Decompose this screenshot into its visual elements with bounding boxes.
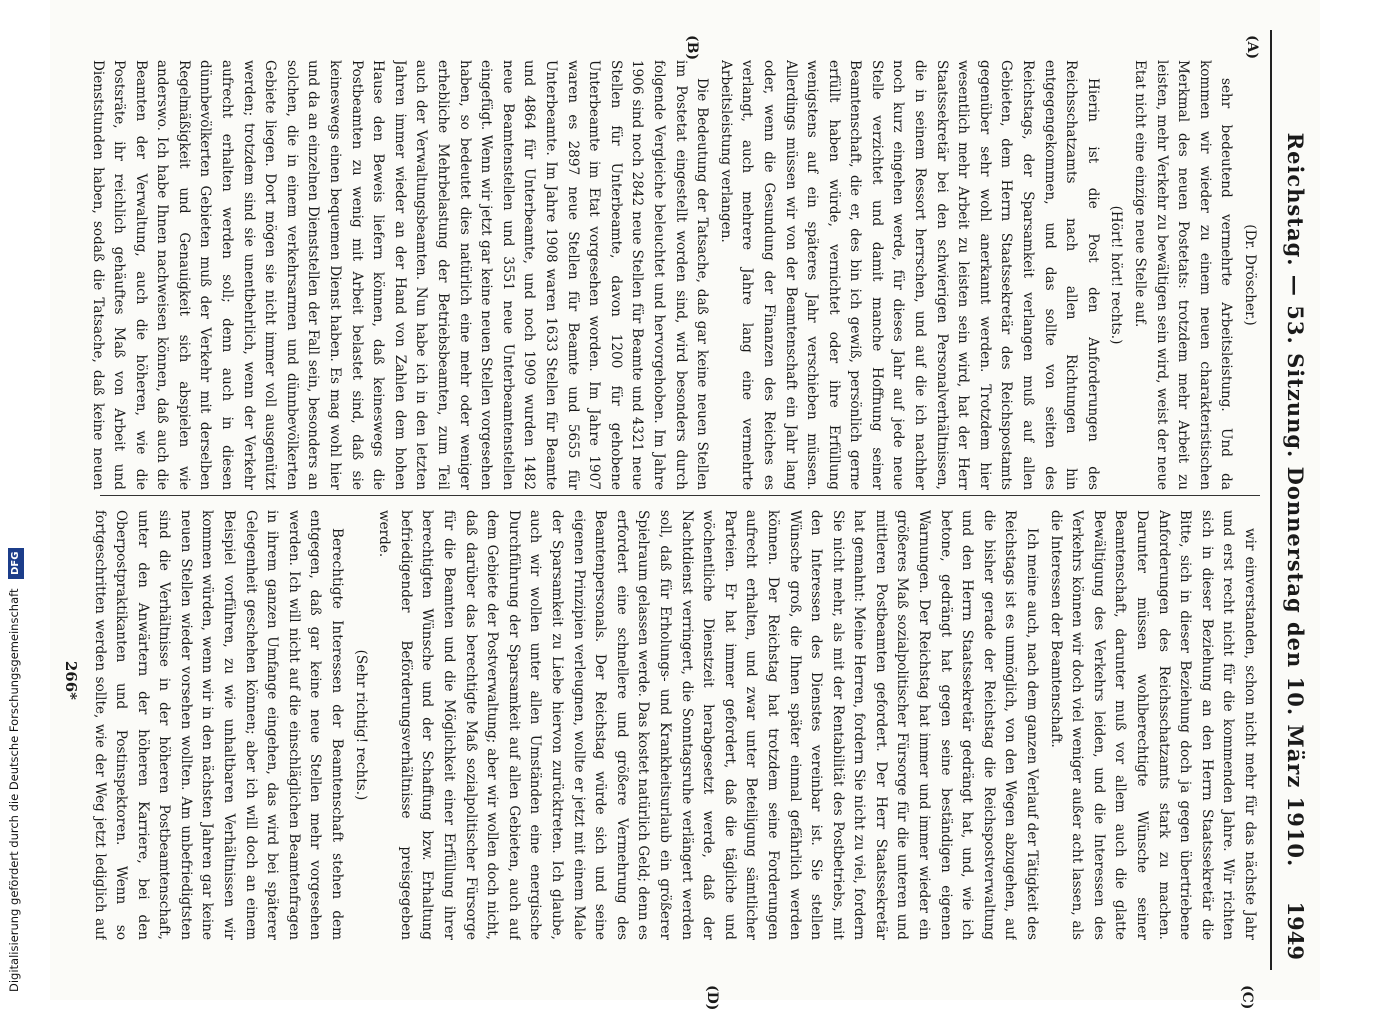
margin-marker-b: (B)	[684, 35, 700, 61]
column-divider	[100, 495, 1260, 496]
paragraph: Ich meine auch, nach dem ganzen Verlauf der Tätigkeit des Reichstags ist es unmöglich, von den Wegen abzugehen, auf die bisher gerade der Reichstag die Reichspostverwaltung und den Herrn Staatssekretär gedrängt hat, und, wie ich betone, gedrängt hat gegen seine beständigen eigenen Warnungen. Der Reichstag hat immer und immer wieder ein größeres Maß sozialpolitischer Fürsorge für die unteren und mittleren Postbeamten gefordert. Der Herr Staatssekretär hat gemahnt: Meine Herren, fordern Sie nicht zu viel, fordern Sie nicht mehr, als mit der Rentabilität des Postbetriebs, mit den Interessen des Dienstes vereinbar ist. Sie stellen Wünsche groß, die Ihnen später einmal gefährlich werden können. Der Reichstag hat trotzdem seine Forderungen aufrecht erhalten, und zwar unter Beteiligung sämtlicher Parteien. Er hat immer gefordert, daß die tägliche und wöchentliche Dienstzeit herabgesetzt werde, daß der Nachtdienst verringert, die Sonntagsruhe verlängert werden soll, daß für Erholungs- und Krankheitsurlaub ein größerer Spielraum gelassen werde. Das kostet natürlich Geld; denn es erfordert eine schnellere und größere Vermehrung des Beamtenpersonals. Der Reichstag würde sich und seine eigenen Prinzipien verleugnen, wollte er jetzt mit einem Male der Sparsamkeit zu Liebe hiervon zurücktreten. Ich glaube, auch wir wollen unter allen Umständen eine energische Durchführung der Sparsamkeit auf allen Gebieten, auch auf dem Gebiete der Postverwaltung; aber wir wollen doch nicht, daß darüber das berechtigte Maß sozialpolitischer Fürsorge für die Beamten und die Möglichkeit einer Erfüllung ihrer berechtigten Wünsche und der Schaffung bzw. Erhaltung befriedigender Beförderungsverhältnisse preisgegeben werde.	[376, 510, 1041, 940]
margin-marker-a: (A)	[1244, 35, 1260, 60]
speaker-note: (Dr. Dröscher.)	[1242, 224, 1258, 326]
left-text-column	[90, 60, 1260, 490]
page-title: Reichstag. — 53. Sitzung. Donnerstag den 10. März 1910.	[1283, 132, 1308, 868]
dfg-credit-text: Digitalisierung gefördert durch die Deutsche Forschungsgemeinschaft	[7, 588, 21, 992]
header-divider	[1270, 30, 1272, 970]
newspaper-page	[50, 0, 1320, 1010]
interjection: (Sehr richtig! rechts.)	[352, 649, 369, 801]
digitization-credit-sidebar	[4, 0, 44, 1000]
page-number: 1949	[1283, 901, 1308, 960]
page-stamp: 266*	[62, 660, 80, 700]
right-text-column	[90, 510, 1260, 940]
margin-marker-d: (D)	[704, 985, 720, 1010]
dfg-logo: DFG	[8, 548, 24, 579]
paragraph: Die Bedeutung der Tatsache, daß gar keine neuen Stellen im Postetat eingestellt worden sind, wird besonders durch folgende Vergleiche beleuchtet und hervorgehoben. Im Jahre 1906 sind noch 2842 neue Stellen für Beamte und 4321 neue Stellen für Unterbeamte, davon 1200 für gehobene Unterbeamte im Etat vorgesehen worden. Im Jahre 1907 waren es 2897 neue Stellen für Beamte und 5655 für Unterbeamte. Im Jahre 1908 waren 1633 Stellen für Beamte und 4864 für Unterbeamte, und noch 1909 wurden 1482 neue Beamtenstellen und 3551 neue Unterbeamtenstellen eingefügt. Wenn wir jetzt gar keine neuen Stellen vorgesehen haben, so bedeutet dies natürlich eine mehr oder weniger erhebliche Mehrbelastung der Betriebsbeamten, zum Teil auch der Verwaltungsbeamten. Nun habe ich in den letzten Jahren immer wieder an der Hand von Zahlen dem hohen Hause den Beweis liefern können, daß keineswegs die Postbeamten zu wenig mit Arbeit belastet sind, daß sie keineswegs einen bequemen Dienst haben. Es mag wohl hier und da an einzelnen Dienststellen der Fall sein, besonders an solchen, die in einem verkehrsarmen und dünnbevölkerten Gebiete liegen. Dort mögen sie nicht immer voll ausgenützt werden; trotzdem sind sie unentbehrlich, wenn der Verkehr aufrecht erhalten werden soll; denn auch in diesen dünnbevölkerten Gebieten muß der Verkehr mit derselben Regelmäßigkeit und Genauigkeit sich abspielen wie anderswo. Ich habe Ihnen nachweisen können, daß auch die Beamten der Verwaltung, auch die höheren, wie die Postsräte, ihr reichlich gehäuftes Maß von Arbeit und Dienststunden haben, sodaß die Tatsache, daß keine neuen	[90, 60, 711, 490]
interjection: (Hört! hört! rechts.)	[1108, 205, 1125, 345]
page-header	[1274, 40, 1314, 960]
paragraph: sehr bedeutend vermehrte Arbeitsleistung. Und da kommen wir wieder zu einem neuen charakteristischen Merkmal des neuen Postetats: trotzdem mehr Arbeit zu leisten, mehr Verkehr zu bewältigen sein wird, weist der neue Etat nicht eine einzige neue Stelle auf.	[1132, 60, 1235, 490]
paragraph: Berechtigte Interessen der Beamtenschaft stehen dem entgegen, daß gar keine neue Stellen mehr vorgesehen werden. Ich will nicht auf die einschläglichen Beamtenfragen in ihrem ganzen Umfange eingehen, das wird bei späterer Gelegenheit geschehen können; aber ich will doch an einem Beispiel vorführen, zu wie unhaltbaren Verhältnissen wir kommen würden, wenn wir in den nächsten Jahren gar keine neuen Stellen wieder vorsehen wollten. Am unbefriedigtsten sind die Verhältnisse in der höheren Postbeamtenschaft, unter den Anwärtern der höheren Karriere, bei den Oberpostpraktikanten und Postinspektoren. Wenn so fortgeschritten werden sollte, wie der Weg jetzt lediglich auf	[91, 510, 346, 940]
margin-marker-c: (C)	[1239, 985, 1255, 1010]
paragraph: wir einverstanden, schon nicht mehr für das nächste Jahr und erst recht nicht für die kommenden Jahre. Wir richten sich in dieser Beziehung an den Herrn Staatssekretär die Bitte, sich in dieser Beziehung doch ja gegen übertriebene Anforderungen des Reichsschatzamts stark zu machen. Darunter müssen wohlberechtigte Wünsche seiner Beamtenschaft, darunter muß vor allem auch die glatte Bewältigung des Verkehrs leiden, und die Interessen des Verkehrs können wir doch viel weniger außer acht lassen, als die Interessen der Beamtenschaft.	[1047, 510, 1258, 940]
paragraph: Hierin ist die Post den Anforderungen des Reichsschatzamts nach allen Richtungen hin entgegengekommen, und das sollte von seiten des Reichstags, der Sparsamkeit verlangen muß auf allen Gebieten, dem Herrn Staatssekretär des Reichspostamts gegenüber sehr wohl anerkannt werden. Trotzdem hier wesentlich mehr Arbeit zu leisten sein wird, hat der Herr Staatssekretär bei den schwierigen Personalverhältnissen, die in seinem Ressort herrschen, und auf die ich nachher noch kurz eingehen werde, für dieses Jahr auf jede neue Stelle verzichtet und damit manche Hoffnung seiner Beamtenschaft, die er, des bin ich gewiß, persönlich gerne erfüllt haben würde, vernichtet oder ihre Erfüllung wenigstens auf ein späteres Jahr verschieben müssen. Allerdings müssen wir von der Beamtenschaft ein Jahr lang oder, wenn die Gesundung der Finanzen des Reiches es verlangt, auch mehrere Jahre lang eine vermehrte Arbeitsleistung verlangen.	[717, 60, 1101, 490]
